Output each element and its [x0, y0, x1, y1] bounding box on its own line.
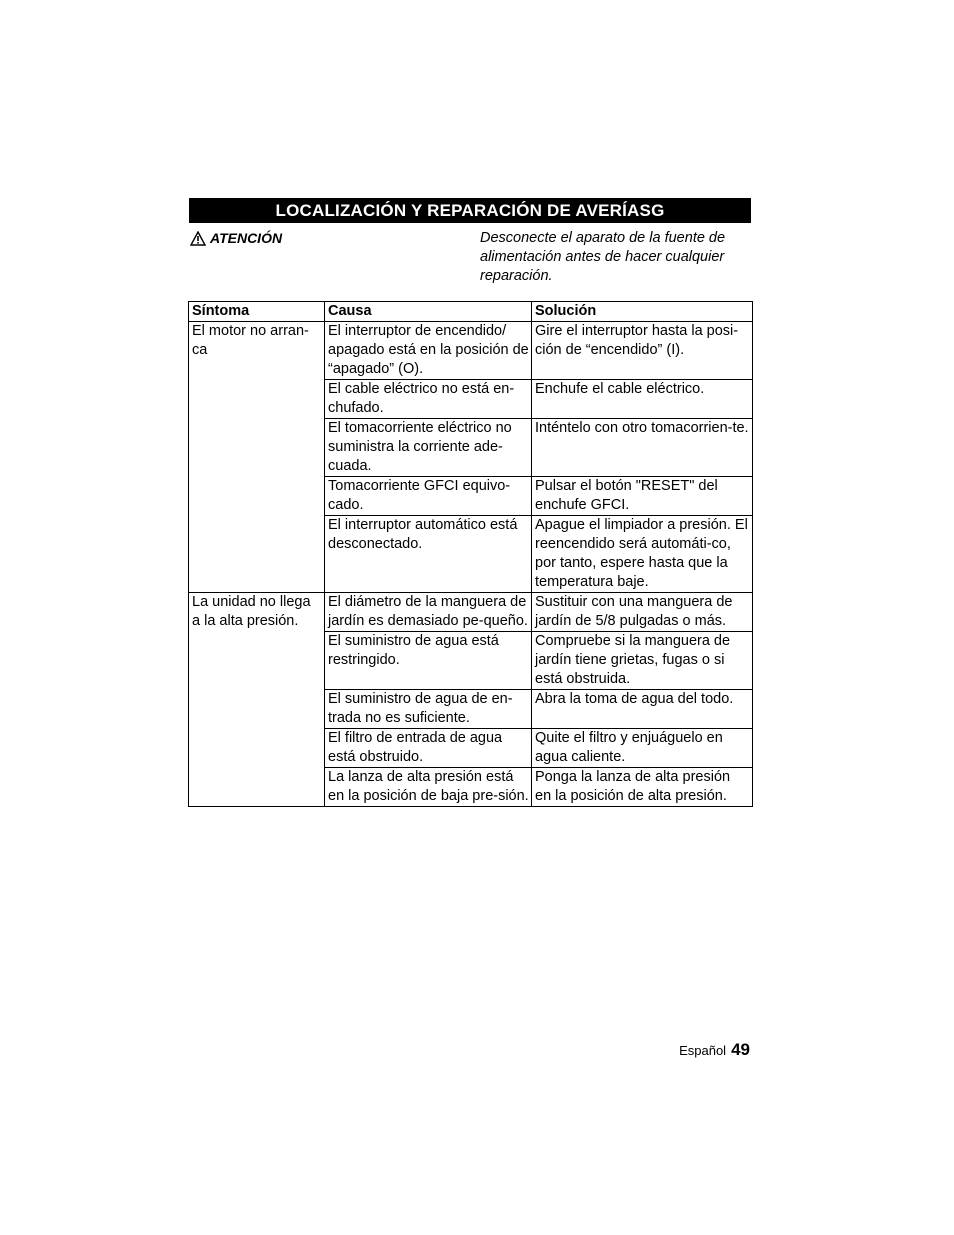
solution-cell: Ponga la lanza de alta presión en la posición de alta presión. [532, 768, 753, 807]
solution-cell: Quite el filtro y enjuáguelo en agua caliente. [532, 729, 753, 768]
footer-language: Español [679, 1043, 727, 1058]
cause-cell: El suministro de agua de en-trada no es suficiente. [325, 690, 532, 729]
solution-cell: Enchufe el cable eléctrico. [532, 380, 753, 419]
attention-label: ATENCIÓN [210, 230, 283, 246]
header-solution: Solución [532, 302, 753, 322]
page-number: 49 [731, 1040, 750, 1059]
cause-cell: El suministro de agua está restringido. [325, 632, 532, 690]
solution-cell: Abra la toma de agua del todo. [532, 690, 753, 729]
cause-cell: Tomacorriente GFCI equivo-cado. [325, 477, 532, 516]
table-header-row [189, 302, 753, 322]
solution-cell: Gire el interruptor hasta la posi-ción de “encendido” (I). [532, 322, 753, 380]
solution-cell: Compruebe si la manguera de jardín tiene grietas, fugas o si está obstruida. [532, 632, 753, 690]
attention-text: Desconecte el aparato de la fuente de alimentación antes de hacer cualquier reparación. [480, 230, 726, 284]
cause-cell: El tomacorriente eléctrico no suministra la corriente ade-cuada. [325, 419, 532, 477]
solution-cell: Apague el limpiador a presión. El reencendido será automáti-co, por tanto, espere hasta que la temperatura baje. [532, 516, 753, 593]
cause-cell: La lanza de alta presión está en la posición de baja pre-sión. [325, 768, 532, 807]
solution-cell: Sustituir con una manguera de jardín de 5/8 pulgadas o más. [532, 593, 753, 632]
attention-heading [190, 230, 282, 246]
header-cause: Causa [325, 302, 532, 322]
solution-cell: Inténtelo con otro tomacorrien-te. [532, 419, 753, 477]
cause-cell: El diámetro de la manguera de jardín es demasiado pe-queño. [325, 593, 532, 632]
table-row [189, 593, 753, 632]
header-symptom: Síntoma [189, 302, 325, 322]
section-title: LOCALIZACIÓN Y REPARACIÓN DE AVERÍASG [189, 198, 751, 223]
symptom-cell: El motor no arran-ca [189, 322, 325, 593]
troubleshooting-table [188, 301, 753, 807]
cause-cell: El cable eléctrico no está en-chufado. [325, 380, 532, 419]
page-footer [679, 1040, 750, 1060]
table-row [189, 322, 753, 380]
cause-cell: El interruptor automático está desconectado. [325, 516, 532, 593]
cause-cell: El filtro de entrada de agua está obstruido. [325, 729, 532, 768]
warning-triangle-icon [190, 231, 206, 246]
symptom-cell: La unidad no llega a la alta presión. [189, 593, 325, 807]
cause-cell: El interruptor de encendido/ apagado está en la posición de “apagado” (O). [325, 322, 532, 380]
solution-cell: Pulsar el botón "RESET" del enchufe GFCI. [532, 477, 753, 516]
